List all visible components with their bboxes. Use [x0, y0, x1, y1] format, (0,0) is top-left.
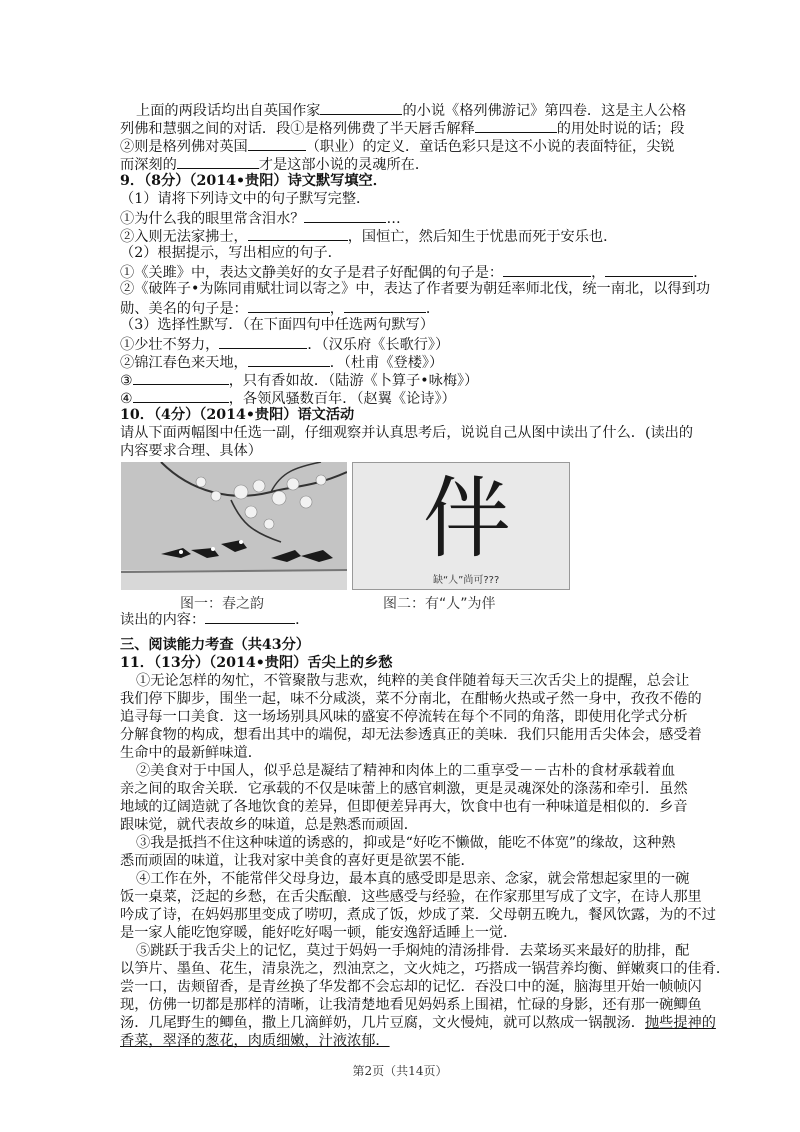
- figure-2-caption: 图二：有“人”为伴: [383, 596, 496, 612]
- paragraph-line: 追寻每一口美食．这一场场别具风味的盛宴不停流转在每个不同的角落，即使用化学式分析: [120, 709, 688, 725]
- section-3-heading: 三、阅读能力考查（共43分）: [120, 637, 310, 653]
- paragraph-line: ③我是抵挡不住这种味道的诱惑的，抑或是“好吃不懒做，能吃不体宽”的缘故，这种熟: [136, 835, 676, 851]
- text-line: ②则是格列佛对英国 （职业）的定义．童话色彩只是这不小说的表面特征，尖锐: [120, 136, 675, 156]
- figure-1-caption: 图一：春之韵: [180, 596, 264, 612]
- text-line: ①《关雎》中，表达文静美好的女子是君子好配偶的句子是： ， ．: [120, 262, 707, 282]
- text-line: ③ ，只有香如故．（陆游《卜算子•咏梅》）: [120, 370, 478, 390]
- paragraph-line: 生命中的最新鲜味道．: [120, 745, 262, 761]
- text-line: ①少壮不努力， ．（汉乐府《长歌行》）: [120, 334, 449, 354]
- text-line: 列佛和慧骃之间的对话．段①是格列佛费了半天唇舌解释 的用处时说的话；段: [120, 118, 684, 138]
- text-line: 请从下面两幅图中任选一副，仔细观察并认真思考后，说说自己从图中读出了什么．(读出的: [120, 425, 694, 441]
- figure-calligraphy: [352, 462, 570, 590]
- text-line: （2）根据提示，写出相应的句子．: [120, 245, 342, 261]
- paragraph-line: 分解食物的构成，想看出其中的端倪，却无法参透真正的美味．我们只能用舌尖体会，感受着: [120, 727, 702, 743]
- blossom-swallow-image: [121, 462, 347, 590]
- paragraph-line: 跟味觉，就代表故乡的味道，总是熟悉而顽固．: [120, 817, 418, 833]
- paragraph-line: ②美食对于中国人，似乎总是凝结了精神和肉体上的二重享受－－古朴的食材承载着血: [136, 763, 676, 779]
- text-line: ②《破阵子•为陈同甫赋壮词以寄之》中，表达了作者要为朝廷率师北伐，统一南北，以得到功: [120, 281, 711, 297]
- calligraphy-character: 伴: [423, 467, 512, 570]
- paragraph-line: ⑤跳跃于我舌尖上的记忆，莫过于妈妈一手焖炖的清汤排骨．去菜场买来最好的肋排，配: [136, 943, 690, 959]
- question-10-heading: 10．（4分）（2014•贵阳）语文活动: [120, 407, 355, 423]
- paragraph-line: 以笋片、墨鱼、花生，清泉洗之，烈油烹之，文火炖之，巧搭成一锅营养均衡、鲜嫩爽口的佳肴．: [120, 961, 731, 977]
- paragraph-line: ④工作在外，不能常伴父母身边，最本真的感受即是思亲、念家，就会常想起家里的一碗: [136, 871, 690, 887]
- text-line: 勋、美名的句子是： ， ．: [120, 298, 440, 318]
- question-9-heading: 9．（8分）（2014•贵阳）诗文默写填空．: [120, 173, 387, 189]
- figure-spring-painting: [121, 462, 347, 590]
- question-11-heading: 11．（13分）（2014•贵阳）舌尖上的乡愁: [120, 655, 393, 671]
- paragraph-line: 亲之间的取舍关联．它承载的不仅是味蕾上的感官刺激，更是灵魂深处的涤荡和牵引．虽然: [120, 781, 688, 797]
- page-footer: 第2页（共14页）: [352, 1064, 448, 1078]
- text-line: （1）请将下列诗文中的句子默写完整．: [120, 191, 371, 207]
- paragraph-line: 饭一桌菜，泛起的乡愁，在舌尖酝酿．这些感受与经验，在作家那里写成了文字，在诗人那里: [120, 889, 702, 905]
- text-line: ②入则无法家拂士， ，国恒亡，然后知生于忧患而死于安乐也．: [120, 226, 617, 246]
- calligraphy-note: 缺“人”尚可???: [433, 575, 500, 586]
- paragraph-line: 我们停下脚步，围坐一起，味不分咸淡，菜不分南北，在酣畅火热或孑然一身中，孜孜不倦的: [120, 691, 702, 707]
- text-line: 内容要求合理、具体）: [120, 443, 262, 459]
- text-line: （3）选择性默写．（在下面四句中任选两句默写）: [120, 317, 435, 333]
- paragraph-line: 是一家人能吃饱穿暖，能好吃好喝一顿，能安逸舒适睡上一觉．: [120, 925, 518, 941]
- paragraph-line: ①无论怎样的匆忙，不管聚散与悲欢，纯粹的美食伴随着每天三次舌尖上的提醒，总会让: [136, 673, 690, 689]
- underlined-sentence: 抛些提神的: [644, 1015, 716, 1031]
- paragraph-line: 汤．几尾野生的鲫鱼，撒上几滴鲜奶，几片豆腐，文火慢炖，就可以熬成一锅靓汤．抛些提神的: [120, 1015, 716, 1031]
- paragraph-line: 现，仿佛一切都是那样的清晰，让我清楚地看见妈妈系上围裙，忙碌的身影，还有那一碗鲫鱼: [120, 997, 702, 1013]
- paragraph-line: 尝一口，齿颊留香，是青丝换了华发都不会忘却的记忆．吞没口中的涎，脑海里开始一帧帧闪: [120, 979, 702, 995]
- paragraph-line: 地域的辽阔造就了各地饮食的差异，但即便差异再大，饮食中也有一种味道是相似的．乡音: [120, 799, 688, 815]
- text-line: ②锦江春色来天地， ．（杜甫《登楼》）: [120, 352, 443, 372]
- underlined-sentence: 香菜，翠泽的葱花，肉质细嫩，汁液浓郁．: [120, 1033, 390, 1049]
- paragraph-line: 吟成了诗，在妈妈那里变成了唠叨，煮成了饭，炒成了菜．父母朝五晚九，餐风饮露，为的不过: [120, 907, 716, 923]
- text-line: ①为什么我的眼里常含泪水？ …: [120, 208, 401, 228]
- text-line: 而深刻的 才是这部小说的灵魂所在．: [120, 154, 429, 174]
- paragraph-line: 悉而顽固的味道，让我对家中美食的喜好更是欲罢不能．: [120, 853, 475, 869]
- text-line: 读出的内容： ．: [120, 609, 309, 629]
- text-line: 上面的两段话均出自英国作家 的小说《格列佛游记》第四卷．这是主人公格: [136, 100, 686, 120]
- text-line: ④ ，各领风骚数百年．（赵翼《论诗》）: [120, 388, 456, 408]
